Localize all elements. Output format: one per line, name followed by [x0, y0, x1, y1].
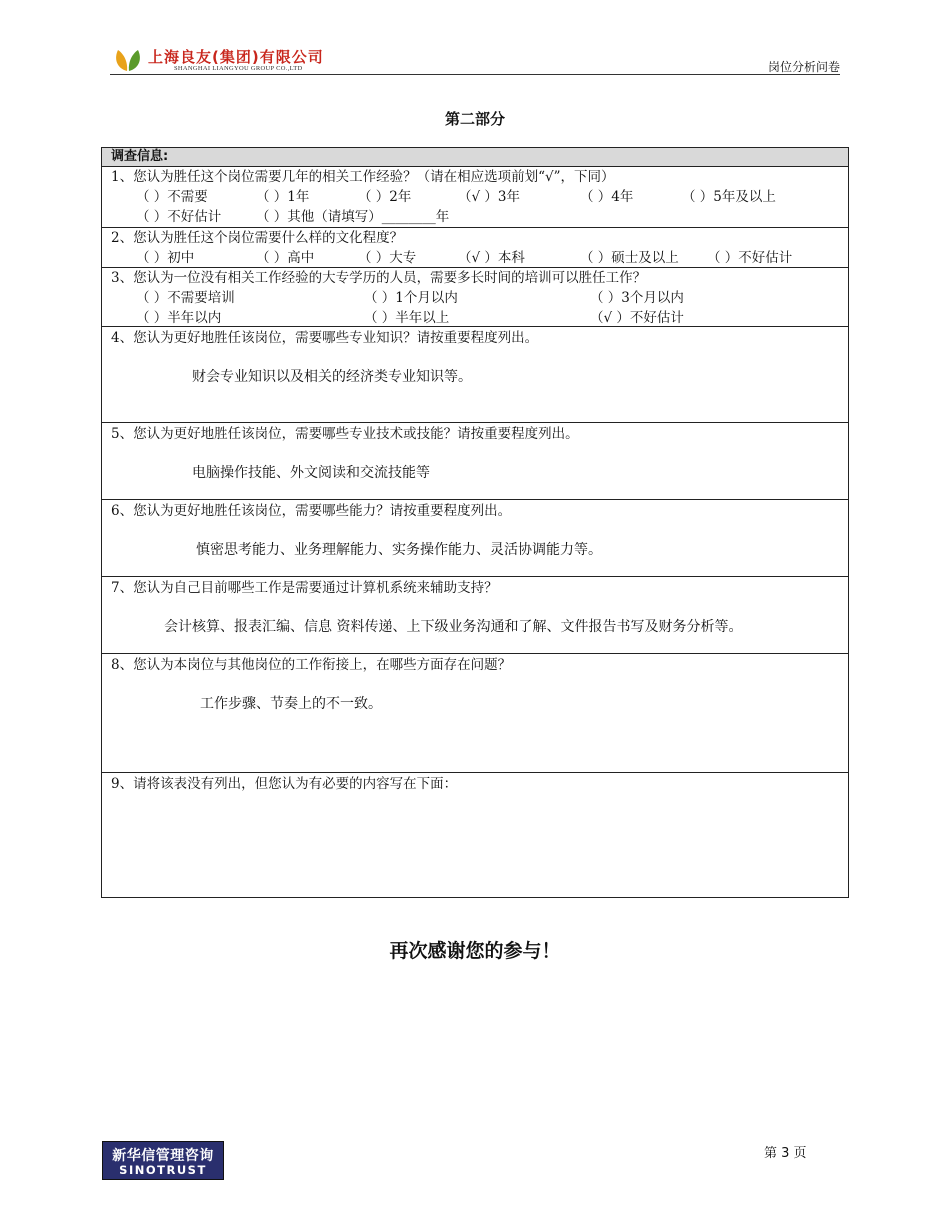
question-8-answer[interactable]: 工作步骤、节奏上的不一致。: [200, 696, 382, 712]
question-7-text: 7、您认为自己目前哪些工作是需要通过计算机系统来辅助支持？: [111, 580, 498, 596]
q3-option-1-month[interactable]: （ ）1个月以内: [364, 290, 458, 306]
page-header: [110, 44, 840, 75]
question-8-text: 8、您认为本岗位与其他岗位的工作衔接上，在哪些方面存在问题？: [111, 657, 512, 673]
q3-option-over-half-year[interactable]: （ ）半年以上: [364, 310, 450, 326]
company-name-en: SHANGHAI LIANGYOU GROUP CO.,LTD: [174, 65, 303, 72]
q2-option-senior-high[interactable]: （ ）高中: [256, 250, 315, 266]
question-5-answer[interactable]: 电脑操作技能、外文阅读和交流技能等: [192, 465, 430, 481]
q1-option-other[interactable]: （ ）其他（请填写）________年: [256, 209, 450, 225]
q3-option-3-months[interactable]: （ ）3个月以内: [590, 290, 684, 306]
q3-option-unknown[interactable]: （√ ）不好估计: [590, 310, 684, 326]
company-logo: [110, 44, 350, 72]
question-6-answer[interactable]: 慎密思考能力、业务理解能力、实务操作能力、灵活协调能力等。: [196, 542, 602, 558]
question-3: [102, 268, 848, 327]
leaf-logo-icon: [114, 48, 142, 72]
question-6-text: 6、您认为更好地胜任该岗位，需要哪些能力？请按重要程度列出。: [111, 503, 512, 519]
question-2: [102, 228, 848, 268]
consultancy-name-en: SINOTRUST: [119, 1163, 207, 1177]
q1-option-unknown[interactable]: （ ）不好估计: [136, 209, 222, 225]
question-8: [102, 654, 848, 773]
q1-option-2yr[interactable]: （ ）2年: [358, 189, 412, 205]
question-7: [102, 577, 848, 654]
question-7-answer[interactable]: 会计核算、报表汇编、信息 资料传递、上下级业务沟通和了解、文件报告书写及财务分析等。: [164, 619, 743, 635]
q1-option-1yr[interactable]: （ ）1年: [256, 189, 310, 205]
survey-table: [101, 147, 849, 898]
company-name-cn: 上海良友(集团)有限公司: [148, 48, 324, 66]
question-6: [102, 500, 848, 577]
question-1-options-row-1: [102, 187, 848, 207]
q2-option-master-plus[interactable]: （ ）硕士及以上: [580, 250, 679, 266]
question-1: [102, 167, 848, 228]
question-9-text: 9、请将该表没有列出，但您认为有必要的内容写在下面：: [111, 776, 458, 792]
page-number: 第 3 页: [764, 1146, 807, 1161]
question-3-text: 3、您认为一位没有相关工作经验的大专学历的人员，需要多长时间的培训可以胜任工作？: [111, 270, 647, 286]
question-1-options-row-2: [102, 207, 848, 227]
closing-thanks: 再次感谢您的参与！: [389, 940, 561, 962]
table-header: 调查信息:: [102, 148, 848, 167]
question-1-text: 1、您认为胜任这个岗位需要几年的相关工作经验？（请在相应选项前划“√”，下同）: [111, 169, 615, 185]
question-5: [102, 423, 848, 500]
q2-option-unknown[interactable]: （ ）不好估计: [707, 250, 793, 266]
question-4-text: 4、您认为更好地胜任该岗位，需要哪些专业知识？请按重要程度列出。: [111, 330, 539, 346]
q3-option-half-year[interactable]: （ ）半年以内: [136, 310, 222, 326]
question-4: [102, 327, 848, 423]
question-9: [102, 773, 848, 897]
q1-option-5yr-plus[interactable]: （ ）5年及以上: [682, 189, 776, 205]
q3-option-no-training[interactable]: （ ）不需要培训: [136, 290, 235, 306]
consultancy-logo: [102, 1141, 224, 1180]
q1-option-4yr[interactable]: （ ）4年: [580, 189, 634, 205]
q1-option-none[interactable]: （ ）不需要: [136, 189, 208, 205]
consultancy-name-cn: 新华信管理咨询: [112, 1148, 214, 1164]
q2-option-bachelor[interactable]: （√ ）本科: [458, 250, 525, 266]
question-3-options-row-2: [102, 308, 848, 327]
q2-option-junior-high[interactable]: （ ）初中: [136, 250, 195, 266]
q1-option-3yr[interactable]: （√ ）3年: [458, 189, 520, 205]
question-3-options-row-1: [102, 288, 848, 308]
question-2-text: 2、您认为胜任这个岗位需要什么样的文化程度？: [111, 230, 404, 246]
question-5-text: 5、您认为更好地胜任该岗位，需要哪些专业技术或技能？请按重要程度列出。: [111, 426, 579, 442]
part-title: 第二部分: [444, 110, 505, 128]
q2-option-college[interactable]: （ ）大专: [358, 250, 417, 266]
document-title: 岗位分析问卷: [767, 60, 840, 74]
question-2-options: [102, 248, 848, 268]
question-4-answer[interactable]: 财会专业知识以及相关的经济类专业知识等。: [192, 369, 472, 385]
